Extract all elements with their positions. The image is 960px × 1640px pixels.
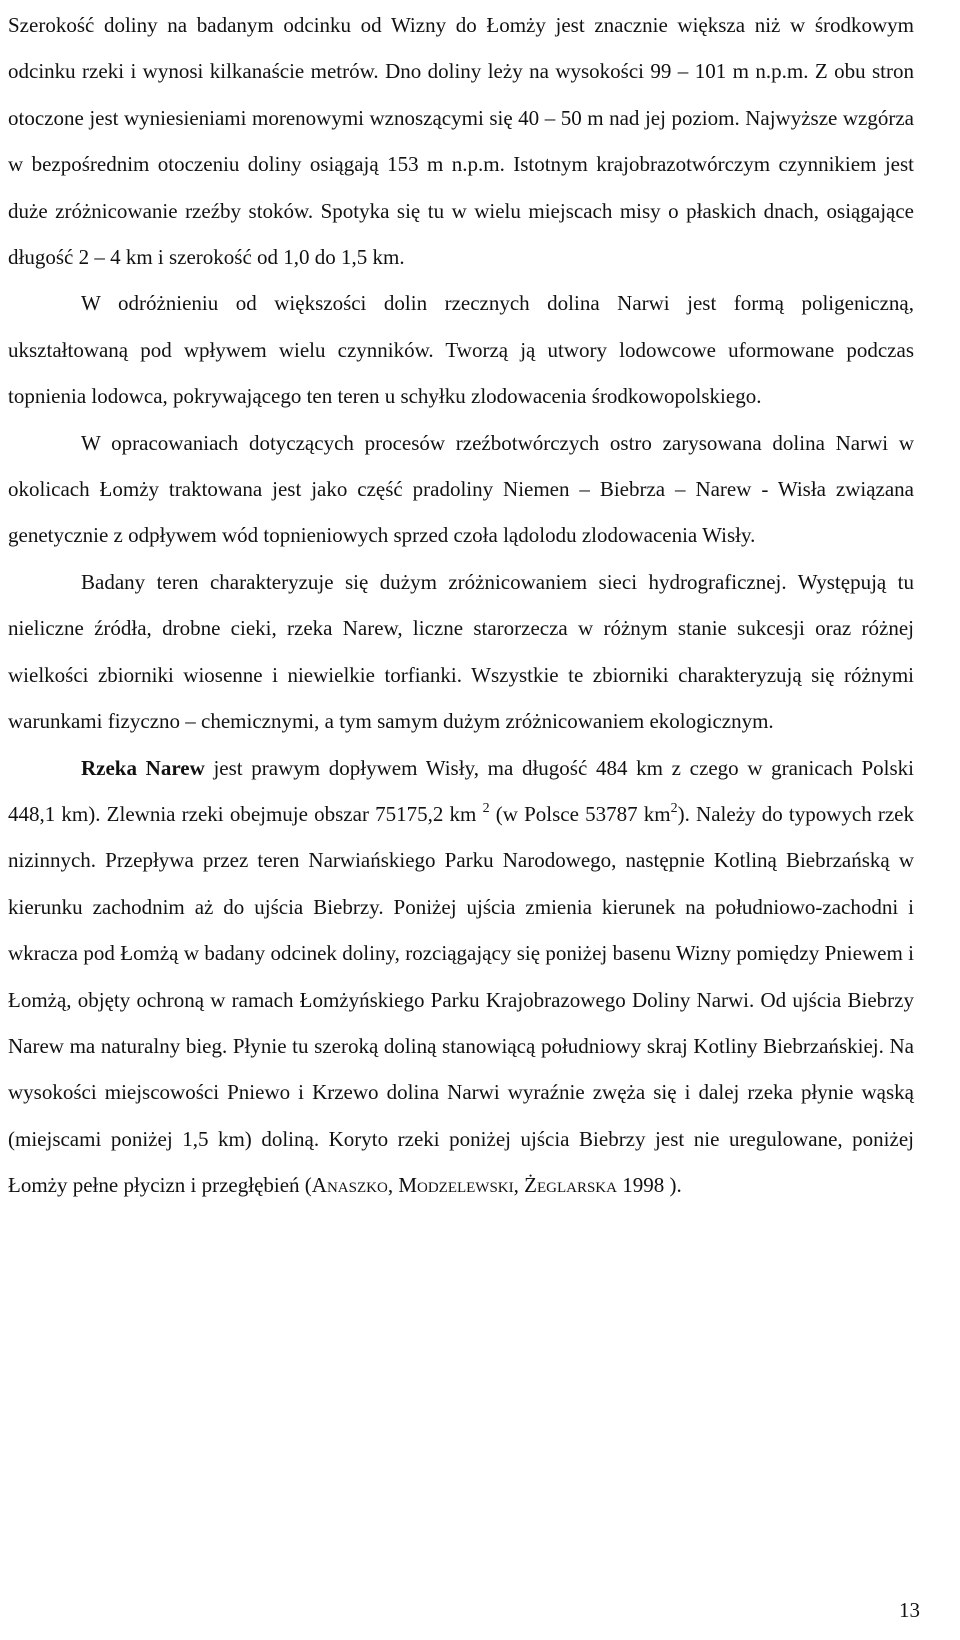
document-page [8, 0, 914, 1209]
paragraph-narew-river [8, 745, 914, 1209]
superscript: 2 [670, 800, 678, 816]
citation-author: Modzelewski [398, 1173, 514, 1198]
citation-author: Żeglarska [524, 1173, 617, 1198]
text-run: 1998 ). [616, 1173, 682, 1198]
text-run: (w Polsce 53787 km [489, 801, 671, 826]
paragraph-valley-width: Szerokość doliny na badanym odcinku od Wizny do Łomży jest znacznie większa niż w środkowym odcinku rzeki i wynosi kilkanaście metrów. Dno doliny leży na wysokości 99 – 101 m n.p.m. Z obu stron otoczone jest wyniesieniami morenowymi wznoszącymi się 40 – 50 m nad jej poziom. Najwyższe wzgórza w bezpośrednim otoczeniu doliny osiągają 153 m n.p.m. Istotnym krajobrazotwórczym czynnikiem jest duże zróżnicowanie rzeźby stoków. Spotyka się tu w wielu miejscach misy o płaskich dnach, osiągające długość 2 – 4 km i szerokość od 1,0 do 1,5 km. [8, 13, 914, 270]
paragraph-hydrographic-network: Badany teren charakteryzuje się dużym zróżnicowaniem sieci hydrograficznej. Występują tu nieliczne źródła, drobne cieki, rzeka Narew, liczne starorzecza w różnym stanie sukcesji oraz różnej wielkości zbiorniki wiosenne i niewielkie torfianki. Wszystkie te zbiorniki charakteryzują się różnymi warunkami fizyczno – chemicznymi, a tym samym dużym zróżnicowaniem ekologicznym. [8, 569, 914, 734]
text-run: , [387, 1173, 399, 1198]
citation-author: Anaszko [311, 1173, 388, 1198]
text-run: jest prawym dopływem Wisły, ma długość 484 km z czego w granicach Polski 448,1 km). Zlewnia rzeki obejmuje obszar 75175,2 km [8, 755, 914, 826]
paragraph-proglacial-valley: W opracowaniach dotyczących procesów rzeźbotwórczych ostro zarysowana dolina Narwi w okolicach Łomży traktowana jest jako część pradoliny Niemen – Biebrza – Narew - Wisła związana genetycznie z odpływem wód topnieniowych sprzed czoła lądolodu zlodowacenia Wisły. [8, 430, 914, 548]
narew-heading-term: Rzeka Narew [81, 755, 205, 780]
superscript: 2 [482, 800, 490, 816]
page-number: 13 [899, 1598, 920, 1622]
text-run: , [513, 1173, 525, 1198]
paragraph-polygenic-form: W odróżnieniu od większości dolin rzecznych dolina Narwi jest formą poligeniczną, ukształtowaną pod wpływem wielu czynników. Tworzą ją utwory lodowcowe uformowane podczas topnienia lodowca, pokrywającego ten teren u schyłku zlodowacenia środkowopolskiego. [8, 291, 914, 409]
text-run: ). Należy do typowych rzek nizinnych. Przepływa przez teren Narwiańskiego Parku Narodowego, następnie Kotliną Biebrzańską w kierunku zachodnim aż do ujścia Biebrzy. Poniżej ujścia zmienia kierunek na południowo-zachodni i wkracza pod Łomżą w badany odcinek doliny, rozciągający się poniżej basenu Wizny pomiędzy Pniewem i Łomżą, objęty ochroną w ramach Łomżyńskiego Parku Krajobrazowego Doliny Narwi. Od ujścia Biebrzy Narew ma naturalny bieg. Płynie tu szeroką doliną stanowiącą południowy skraj Kotliny Biebrzańskiej. Na wysokości miejscowości Pniewo i Krzewo dolina Narwi wyraźnie zwęża się i dalej rzeka płynie wąską (miejscami poniżej 1,5 km) doliną. Koryto rzeki poniżej ujścia Biebrzy jest nie uregulowane, poniżej Łomży pełne płycizn i przegłębień ( [8, 801, 915, 1198]
